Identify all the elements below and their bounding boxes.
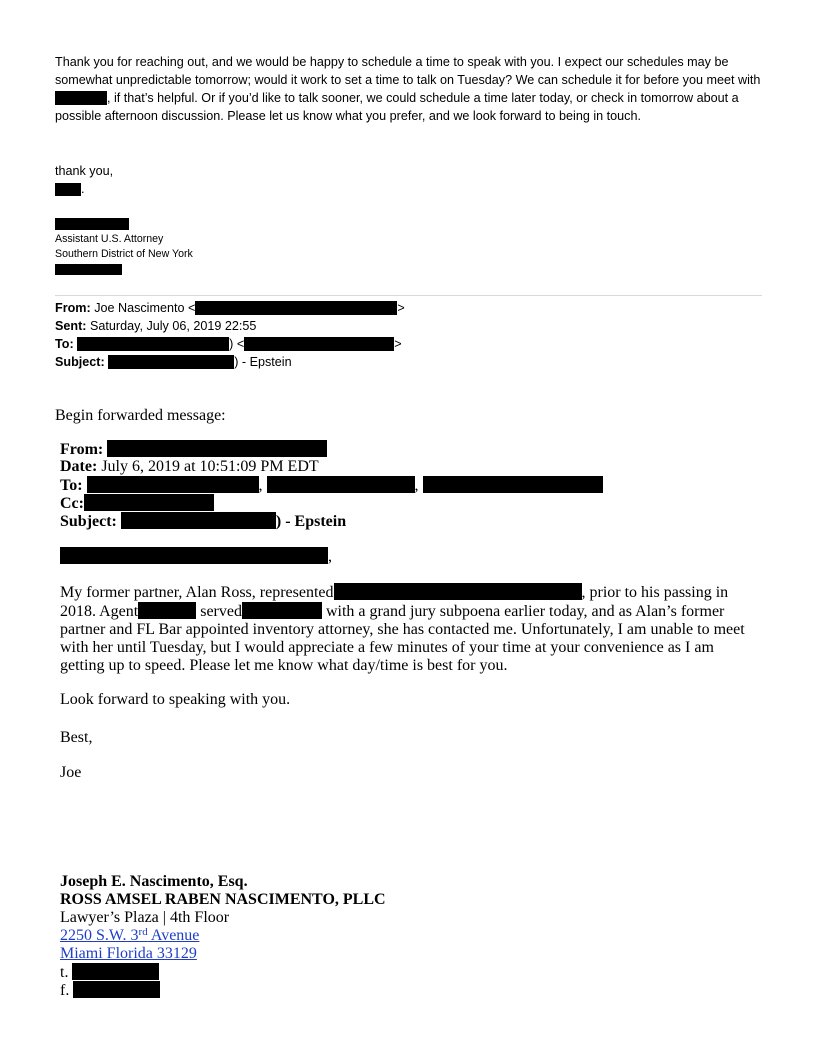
inner-to-row (60, 476, 603, 494)
from-row (55, 299, 405, 317)
inner-from-row (60, 440, 603, 458)
from-close: > (397, 301, 405, 315)
sender-signature (60, 873, 386, 999)
redaction (244, 337, 394, 351)
reply-text-part2: , if that’s helpful. Or if you’d like to talk sooner, we could schedule a time later today, or check in tomorrow about a possible afternoon discussion. Please let us know what you prefer, and we look forward to being in touch. (55, 91, 739, 123)
redaction (267, 476, 415, 493)
body-paragraph-4: Joe (60, 764, 82, 781)
redaction (107, 440, 327, 457)
divider (55, 295, 762, 296)
inner-to-label: To: (60, 477, 83, 494)
inner-subject-label: Subject: (60, 513, 117, 530)
redaction (242, 602, 322, 619)
message-body (60, 583, 760, 675)
fax-label: f. (60, 982, 70, 999)
address-a: 2250 S.W. 3 (60, 927, 139, 944)
signature-firm: ROSS AMSEL RABEN NASCIMENTO, PLLC (60, 891, 386, 908)
redaction (77, 337, 229, 351)
inner-date-value: July 6, 2019 at 10:51:09 PM EDT (101, 458, 319, 475)
closing-text: thank you, (55, 164, 114, 178)
greeting-punct: , (328, 548, 332, 565)
inner-cc-row (60, 494, 603, 512)
sent-value: Saturday, July 06, 2019 22:55 (89, 319, 257, 333)
inner-date-label: Date: (60, 458, 98, 475)
signature-building: Lawyer’s Plaza | 4th Floor (60, 909, 230, 926)
to-mid: ) < (229, 337, 245, 351)
redaction (334, 583, 582, 600)
signature-name: Joseph E. Nascimento, Esq. (60, 873, 248, 890)
signature-title: Assistant U.S. Attorney (55, 233, 164, 245)
redaction (138, 602, 196, 619)
sent-row (55, 317, 405, 335)
inner-subject-row (60, 512, 603, 530)
redaction (423, 476, 603, 493)
body-p1a: My former partner, Alan Ross, represented (60, 584, 334, 601)
address-sup: rd (138, 926, 148, 938)
inner-date-row (60, 458, 603, 476)
inner-header (60, 440, 603, 530)
body-paragraph-3: Best, (60, 729, 93, 746)
inner-from-label: From: (60, 441, 104, 458)
closing-punct: . (81, 182, 85, 196)
inner-to-sep2: , (414, 477, 419, 494)
to-label: To: (55, 337, 74, 351)
redaction (60, 547, 328, 564)
redaction (55, 264, 122, 275)
reply-signature (55, 217, 193, 277)
inner-to-sep1: , (258, 477, 263, 494)
sent-label: Sent: (55, 319, 87, 333)
signature-office: Southern District of New York (55, 248, 193, 260)
body-p1b: , prior to his passing in 2018. Agent (60, 584, 729, 620)
forward-header (55, 299, 405, 371)
redaction (108, 355, 234, 369)
from-name: Joe Nascimento < (94, 301, 196, 315)
fax-row (60, 981, 386, 999)
body-paragraph-2: Look forward to speaking with you. (60, 691, 291, 708)
city-link[interactable]: Miami Florida 33129 (60, 945, 197, 962)
redaction (73, 981, 160, 998)
redaction (84, 494, 214, 511)
reply-paragraph (55, 53, 765, 125)
reply-text-part1: Thank you for reaching out, and we would be happy to schedule a time to speak with you. I expect our schedules may be somewhat unpredictable tomorrow; would it work to set a time to talk on Tuesday? We can schedule it for before you meet with (55, 55, 761, 87)
greeting (60, 547, 332, 566)
redaction (55, 218, 129, 230)
subject-suffix: ) - Epstein (234, 355, 292, 369)
body-p1c: served (200, 603, 242, 620)
redaction (87, 476, 259, 493)
body-paragraph-1 (60, 583, 760, 675)
redaction (72, 963, 159, 980)
subject-row (55, 353, 405, 371)
redaction (55, 91, 107, 105)
body-p1d: with a grand jury subpoena earlier today, and as Alan’s former partner and FL Bar appointed inventory attorney, she has contacted me. Unfortunately, I am unable to meet with her until Tuesday, but I would appreciate a few minutes of your time at your convenience as I am getting up to speed. Please let me know what day/time is best for you. (60, 603, 745, 674)
subject-label: Subject: (55, 355, 105, 369)
to-close: > (394, 337, 402, 351)
redaction (195, 301, 397, 315)
redaction (121, 512, 276, 529)
redaction (55, 183, 81, 196)
inner-subject-suffix: ) - Epstein (275, 513, 347, 530)
address-b: Avenue (147, 927, 200, 944)
phone-row (60, 963, 386, 981)
address-link[interactable] (60, 927, 199, 944)
from-label: From: (55, 301, 91, 315)
begin-forwarded: Begin forwarded message: (55, 407, 226, 424)
to-row (55, 335, 405, 353)
phone-label: t. (60, 964, 69, 981)
reply-closing (55, 162, 113, 198)
inner-cc-label: Cc: (60, 495, 84, 512)
